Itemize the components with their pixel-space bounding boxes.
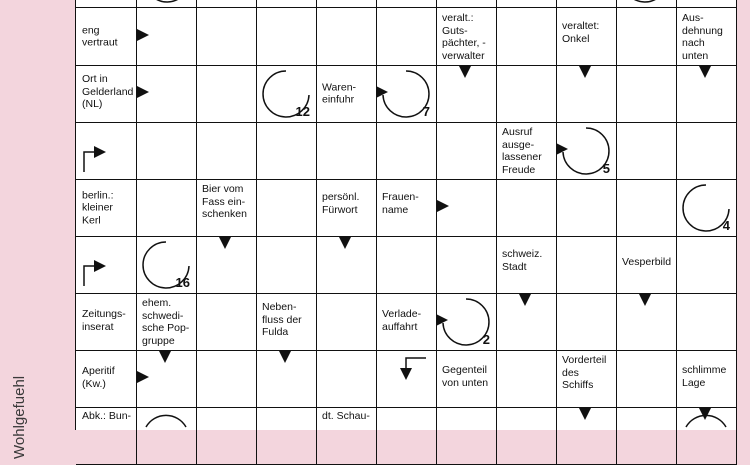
grid-cell[interactable] <box>556 293 617 351</box>
grid-cell[interactable] <box>676 65 737 123</box>
grid-cell[interactable] <box>256 8 317 66</box>
grid-cell[interactable] <box>436 122 497 180</box>
grid-cell[interactable] <box>136 122 197 180</box>
grid-cell[interactable] <box>196 65 257 123</box>
clue-cell <box>436 350 497 408</box>
arrow-right-icon <box>436 314 448 326</box>
clue-frauenname: Frauen- name <box>382 191 419 216</box>
grid-cell[interactable] <box>616 350 677 408</box>
grid-cell[interactable] <box>616 293 677 351</box>
clue-cell <box>316 407 377 465</box>
grid-cell[interactable] <box>496 179 557 237</box>
grid-cell[interactable] <box>436 0 497 8</box>
grid-cell[interactable] <box>436 236 497 294</box>
grid-cell[interactable] <box>496 0 557 8</box>
solution-cell[interactable] <box>136 236 197 294</box>
grid-cell[interactable] <box>76 0 137 8</box>
start-cell[interactable] <box>76 236 137 294</box>
clue-cell <box>556 350 617 408</box>
clue-dt-schau: dt. Schau- <box>322 410 370 422</box>
grid-cell[interactable] <box>136 65 197 123</box>
clue-abk-bun: Abk.: Bun- <box>82 410 132 422</box>
solution-number: 4 <box>722 218 730 233</box>
solution-circle-icon <box>676 407 736 465</box>
clue-cell <box>76 179 137 237</box>
grid-cell[interactable] <box>676 293 737 351</box>
grid-cell[interactable] <box>136 8 197 66</box>
clue-vesperbild: Vesperbild <box>622 256 672 268</box>
grid-cell[interactable] <box>496 350 557 408</box>
corner-arrow-icon <box>76 236 136 294</box>
grid-cell[interactable] <box>196 350 257 408</box>
grid-cell[interactable] <box>256 179 317 237</box>
grid-cell[interactable] <box>556 0 617 8</box>
grid-cell[interactable] <box>616 8 677 66</box>
clue-cell <box>76 8 137 66</box>
clue-gutspaechter: veralt.: Guts- pächter, - verwalter <box>442 12 486 62</box>
crossword-grid <box>75 0 736 430</box>
clue-gegenteil: Gegenteil von unten <box>442 364 489 389</box>
clue-wareneinfuhr: Waren- einfuhr <box>322 81 357 106</box>
grid-cell[interactable] <box>256 350 317 408</box>
solution-number: 2 <box>482 332 490 347</box>
solution-cell[interactable] <box>376 65 437 123</box>
grid-cell[interactable] <box>556 65 617 123</box>
clue-cell <box>496 122 557 180</box>
clue-gelderland: Ort in Gelderland (NL) <box>82 73 134 110</box>
solution-cell[interactable] <box>136 407 197 465</box>
corner-arrow-icon <box>76 122 136 180</box>
clue-eng-vertraut: eng vertraut <box>82 24 118 49</box>
grid-cell[interactable] <box>316 236 377 294</box>
grid-cell[interactable] <box>436 65 497 123</box>
arrow-right-icon <box>376 86 388 98</box>
grid-cell[interactable] <box>136 179 197 237</box>
clue-cell <box>76 293 137 351</box>
corner-arrow-icon <box>376 350 436 408</box>
clue-fulda: Neben- fluss der Fulda <box>262 301 302 338</box>
grid-cell[interactable] <box>436 179 497 237</box>
start-cell[interactable] <box>376 350 437 408</box>
clue-cell <box>76 65 137 123</box>
grid-cell[interactable] <box>616 179 677 237</box>
grid-cell[interactable] <box>196 122 257 180</box>
clue-cell <box>436 8 497 66</box>
solution-cell[interactable] <box>676 179 737 237</box>
clue-verladeauffahrt: Verlade- auffahrt <box>382 308 422 333</box>
side-solution-label: Wohlgefuehl <box>11 375 28 459</box>
clue-kleiner-kerl: berlin.: kleiner Kerl <box>82 188 114 226</box>
grid-cell[interactable] <box>316 0 377 8</box>
clue-aperitif: Aperitif (Kw.) <box>82 365 115 390</box>
solution-circle-icon <box>136 407 196 465</box>
grid-cell[interactable] <box>496 8 557 66</box>
grid-cell[interactable] <box>556 236 617 294</box>
grid-cell[interactable] <box>196 0 257 8</box>
grid-cell[interactable] <box>376 407 437 465</box>
grid-cell[interactable] <box>316 350 377 408</box>
solution-circle-icon <box>616 0 676 8</box>
grid-cell[interactable] <box>376 0 437 8</box>
grid-cell[interactable] <box>496 65 557 123</box>
grid-cell[interactable] <box>616 122 677 180</box>
clue-vorderteil: Vorderteil des Schiffs <box>562 354 607 391</box>
clue-cell <box>676 8 737 66</box>
solution-cell[interactable] <box>676 407 737 465</box>
clue-zeitungsinserat: Zeitungs- inserat <box>82 308 126 333</box>
arrow-right-icon <box>556 143 568 155</box>
grid-cell[interactable] <box>316 122 377 180</box>
clue-freude: Ausruf ausge- lassener Freude <box>502 126 542 176</box>
clue-fuerwort: persönl. Fürwort <box>322 191 360 216</box>
clue-cell <box>196 179 257 237</box>
clue-onkel: veraltet: Onkel <box>562 20 600 45</box>
grid-cell[interactable] <box>376 122 437 180</box>
grid-cell[interactable] <box>496 407 557 465</box>
solution-cell[interactable] <box>256 65 317 123</box>
clue-ausdehnung: Aus- dehnung nach unten <box>682 12 723 62</box>
clue-cell <box>376 293 437 351</box>
grid-cell[interactable] <box>256 236 317 294</box>
grid-cell[interactable] <box>136 350 197 408</box>
grid-cell[interactable] <box>196 407 257 465</box>
clue-cell <box>316 179 377 237</box>
clue-cell <box>376 179 437 237</box>
clue-cell <box>136 293 197 351</box>
solution-number: 16 <box>175 275 190 290</box>
grid-cell[interactable] <box>376 8 437 66</box>
grid-cell[interactable] <box>136 0 197 8</box>
solution-cell[interactable] <box>436 293 497 351</box>
grid-cell[interactable] <box>196 236 257 294</box>
clue-cell <box>76 350 137 408</box>
clue-bier: Bier vom Fass ein- schenken <box>202 183 247 220</box>
solution-circle-icon <box>136 0 196 8</box>
clue-stadt: schweiz. Stadt <box>502 248 543 273</box>
clue-cell <box>76 407 137 465</box>
clue-schlimme-lage: schlimme Lage <box>682 364 727 389</box>
solution-number: 7 <box>422 104 430 119</box>
grid-cell[interactable] <box>316 8 377 66</box>
clue-cell <box>556 8 617 66</box>
clue-cell <box>496 236 557 294</box>
clue-cell <box>676 350 737 408</box>
clue-cell <box>616 236 677 294</box>
start-cell[interactable] <box>76 122 137 180</box>
grid-cell[interactable] <box>256 0 317 8</box>
grid-cell[interactable] <box>256 407 317 465</box>
clue-popgruppe: ehem. schwedi- sche Pop- gruppe <box>142 297 190 347</box>
grid-cell[interactable] <box>256 122 317 180</box>
grid-cell[interactable] <box>376 236 437 294</box>
clue-cell <box>316 65 377 123</box>
grid-cell[interactable] <box>676 122 737 180</box>
solution-number: 12 <box>295 104 310 119</box>
grid-cell[interactable] <box>316 293 377 351</box>
clue-cell <box>256 293 317 351</box>
grid-cell[interactable] <box>676 236 737 294</box>
solution-number: 5 <box>602 161 610 176</box>
grid-cell[interactable] <box>676 0 737 8</box>
grid-cell[interactable] <box>556 407 617 465</box>
grid-cell[interactable] <box>196 293 257 351</box>
grid-cell[interactable] <box>436 407 497 465</box>
grid-cell[interactable] <box>616 407 677 465</box>
grid-cell[interactable] <box>496 293 557 351</box>
grid-cell[interactable] <box>616 0 677 8</box>
solution-cell[interactable] <box>556 122 617 180</box>
grid-cell[interactable] <box>616 65 677 123</box>
grid-cell[interactable] <box>196 8 257 66</box>
grid-cell[interactable] <box>556 179 617 237</box>
